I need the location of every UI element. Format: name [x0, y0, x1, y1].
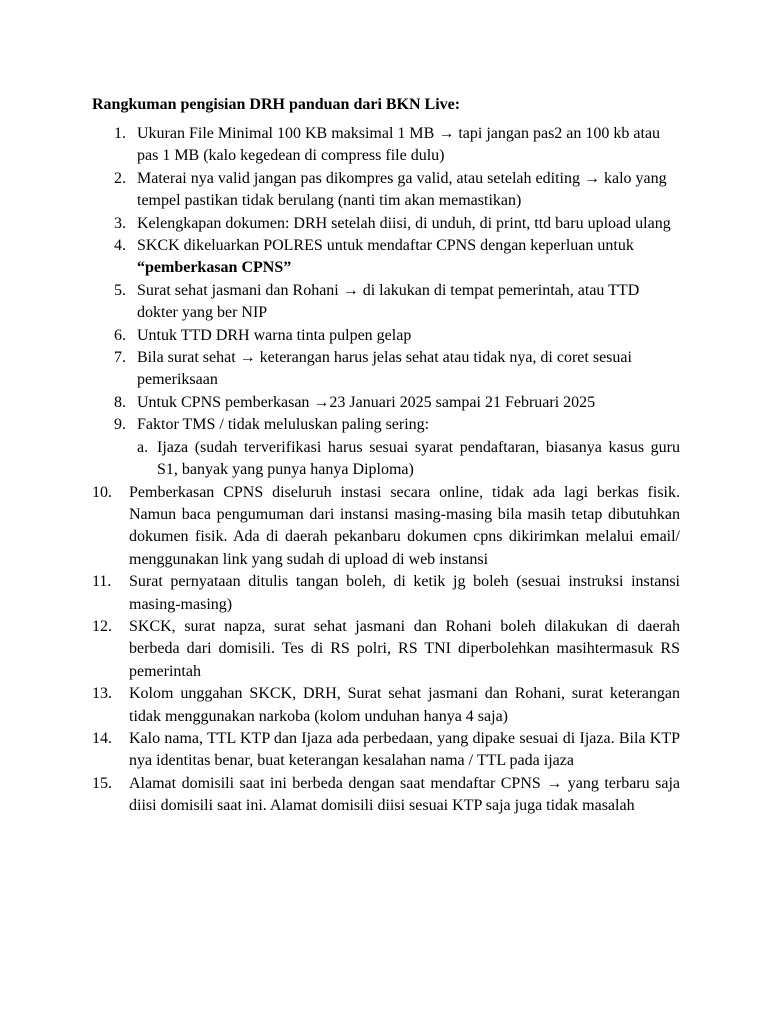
item-text: Kelengkapan dokumen: DRH setelah diisi, di unduh, di print, ttd baru upload ulang: [137, 214, 671, 232]
item-text: SKCK dikeluarkan POLRES untuk mendaftar CPNS dengan keperluan untuk: [137, 237, 634, 255]
item-number: 11.: [92, 573, 112, 591]
item-text: Surat sehat jasmani dan Rohani → di lakukan di tempat pemerintah, atau TTD dokter yang ber NIP: [137, 281, 640, 322]
list-item-12: [92, 616, 680, 683]
sub-item-text: Ijaza (sudah terverifikasi harus sesuai syarat pendaftaran, biasanya kasus guru S1, banyak yang punya hanya Diploma): [157, 438, 680, 479]
list-item-13: [92, 683, 680, 728]
item-text: SKCK, surat napza, surat sehat jasmani dan Rohani boleh dilakukan di daerah berbeda dari domisili. Tes di RS polri, RS TNI diperbolehkan masihtermasuk RS pemerintah: [129, 617, 680, 680]
item-emphasis: “pemberkasan CPNS”: [137, 259, 292, 277]
item-number: 7.: [114, 349, 126, 367]
item-text: Ukuran File Minimal 100 KB maksimal 1 MB → tapi jangan pas2 an 100 kb atau pas 1 MB (kalo kegedean di compress file dulu): [137, 125, 661, 165]
item-text: Pemberkasan CPNS diseluruh instasi secara online, tidak ada lagi berkas fisik. Namun baca pengumuman dari instansi masing-masing bila masih tetap dibutuhkan dokumen fisik. Ada di daerah pekanbaru dokumen cpns dikirimkan melalui email/ menggunakan link yang sudah di upload di web instansi: [129, 483, 680, 568]
item-number: 4.: [114, 237, 126, 255]
list-item-1: [92, 123, 680, 168]
list-item-7: [92, 347, 680, 392]
item-number: 6.: [114, 326, 126, 344]
list-item-4: [92, 235, 680, 280]
list-item-9: [92, 414, 680, 481]
item-text: Kolom unggahan SKCK, DRH, Surat sehat jasmani dan Rohani, surat keterangan tidak menggunakan narkoba (kolom unduhan hanya 4 saja): [129, 685, 680, 725]
item-text: Materai nya valid jangan pas dikompres ga valid, atau setelah editing → kalo yang tempel pastikan tidak berulang (nanti tim akan memastikan): [137, 169, 667, 210]
item-text: Surat pernyataan ditulis tangan boleh, di ketik jg boleh (sesuai instruksi instansi masing-masing): [129, 573, 680, 613]
list-item-8: [92, 392, 680, 414]
list-item-3: [92, 213, 680, 235]
item-text: Faktor TMS / tidak meluluskan paling sering:: [137, 416, 430, 434]
item-text: Bila surat sehat → keterangan harus jelas sehat atau tidak nya, di coret sesuai pemeriksaan: [137, 349, 632, 389]
item-number: 3.: [114, 214, 126, 232]
list-item-6: [92, 325, 680, 347]
item-text: Kalo nama, TTL KTP dan Ijaza ada perbedaan, yang dipake sesuai di Ijaza. Bila KTP nya identitas benar, buat keterangan kesalahan nama / TTL pada ijaza: [129, 729, 680, 770]
document-title: Rangkuman pengisian DRH panduan dari BKN Live:: [92, 96, 461, 113]
item-number: 10.: [92, 483, 112, 501]
item-number: 9.: [114, 416, 126, 434]
summary-list: [92, 123, 680, 818]
item-number: 8.: [114, 393, 126, 411]
list-item-10: [92, 482, 680, 572]
list-item-14: [92, 728, 680, 773]
item-number: 1.: [114, 125, 126, 142]
item-number: 13.: [92, 685, 112, 703]
list-item-15: [92, 773, 680, 818]
item-number: 14.: [92, 729, 112, 747]
item-text: Untuk CPNS pemberkasan →23 Januari 2025 sampai 21 Februari 2025: [137, 393, 596, 411]
document-page: [92, 94, 680, 818]
list-item-5: [92, 280, 680, 325]
item-number: 2.: [114, 169, 126, 187]
item-text: Untuk TTD DRH warna tinta pulpen gelap: [137, 326, 412, 344]
item-number: 12.: [92, 617, 112, 635]
list-item-11: [92, 571, 680, 616]
sub-item-letter: a.: [137, 438, 149, 456]
list-item-2: [92, 168, 680, 213]
item-number: 5.: [114, 281, 126, 299]
item-number: 15.: [92, 774, 112, 792]
sub-list: [137, 437, 680, 482]
sub-list-item-a: [137, 437, 680, 482]
item-text: Alamat domisili saat ini berbeda dengan saat mendaftar CPNS → yang terbaru saja diisi domisili saat ini. Alamat domisili diisi sesuai KTP saja juga tidak masalah: [129, 774, 680, 815]
